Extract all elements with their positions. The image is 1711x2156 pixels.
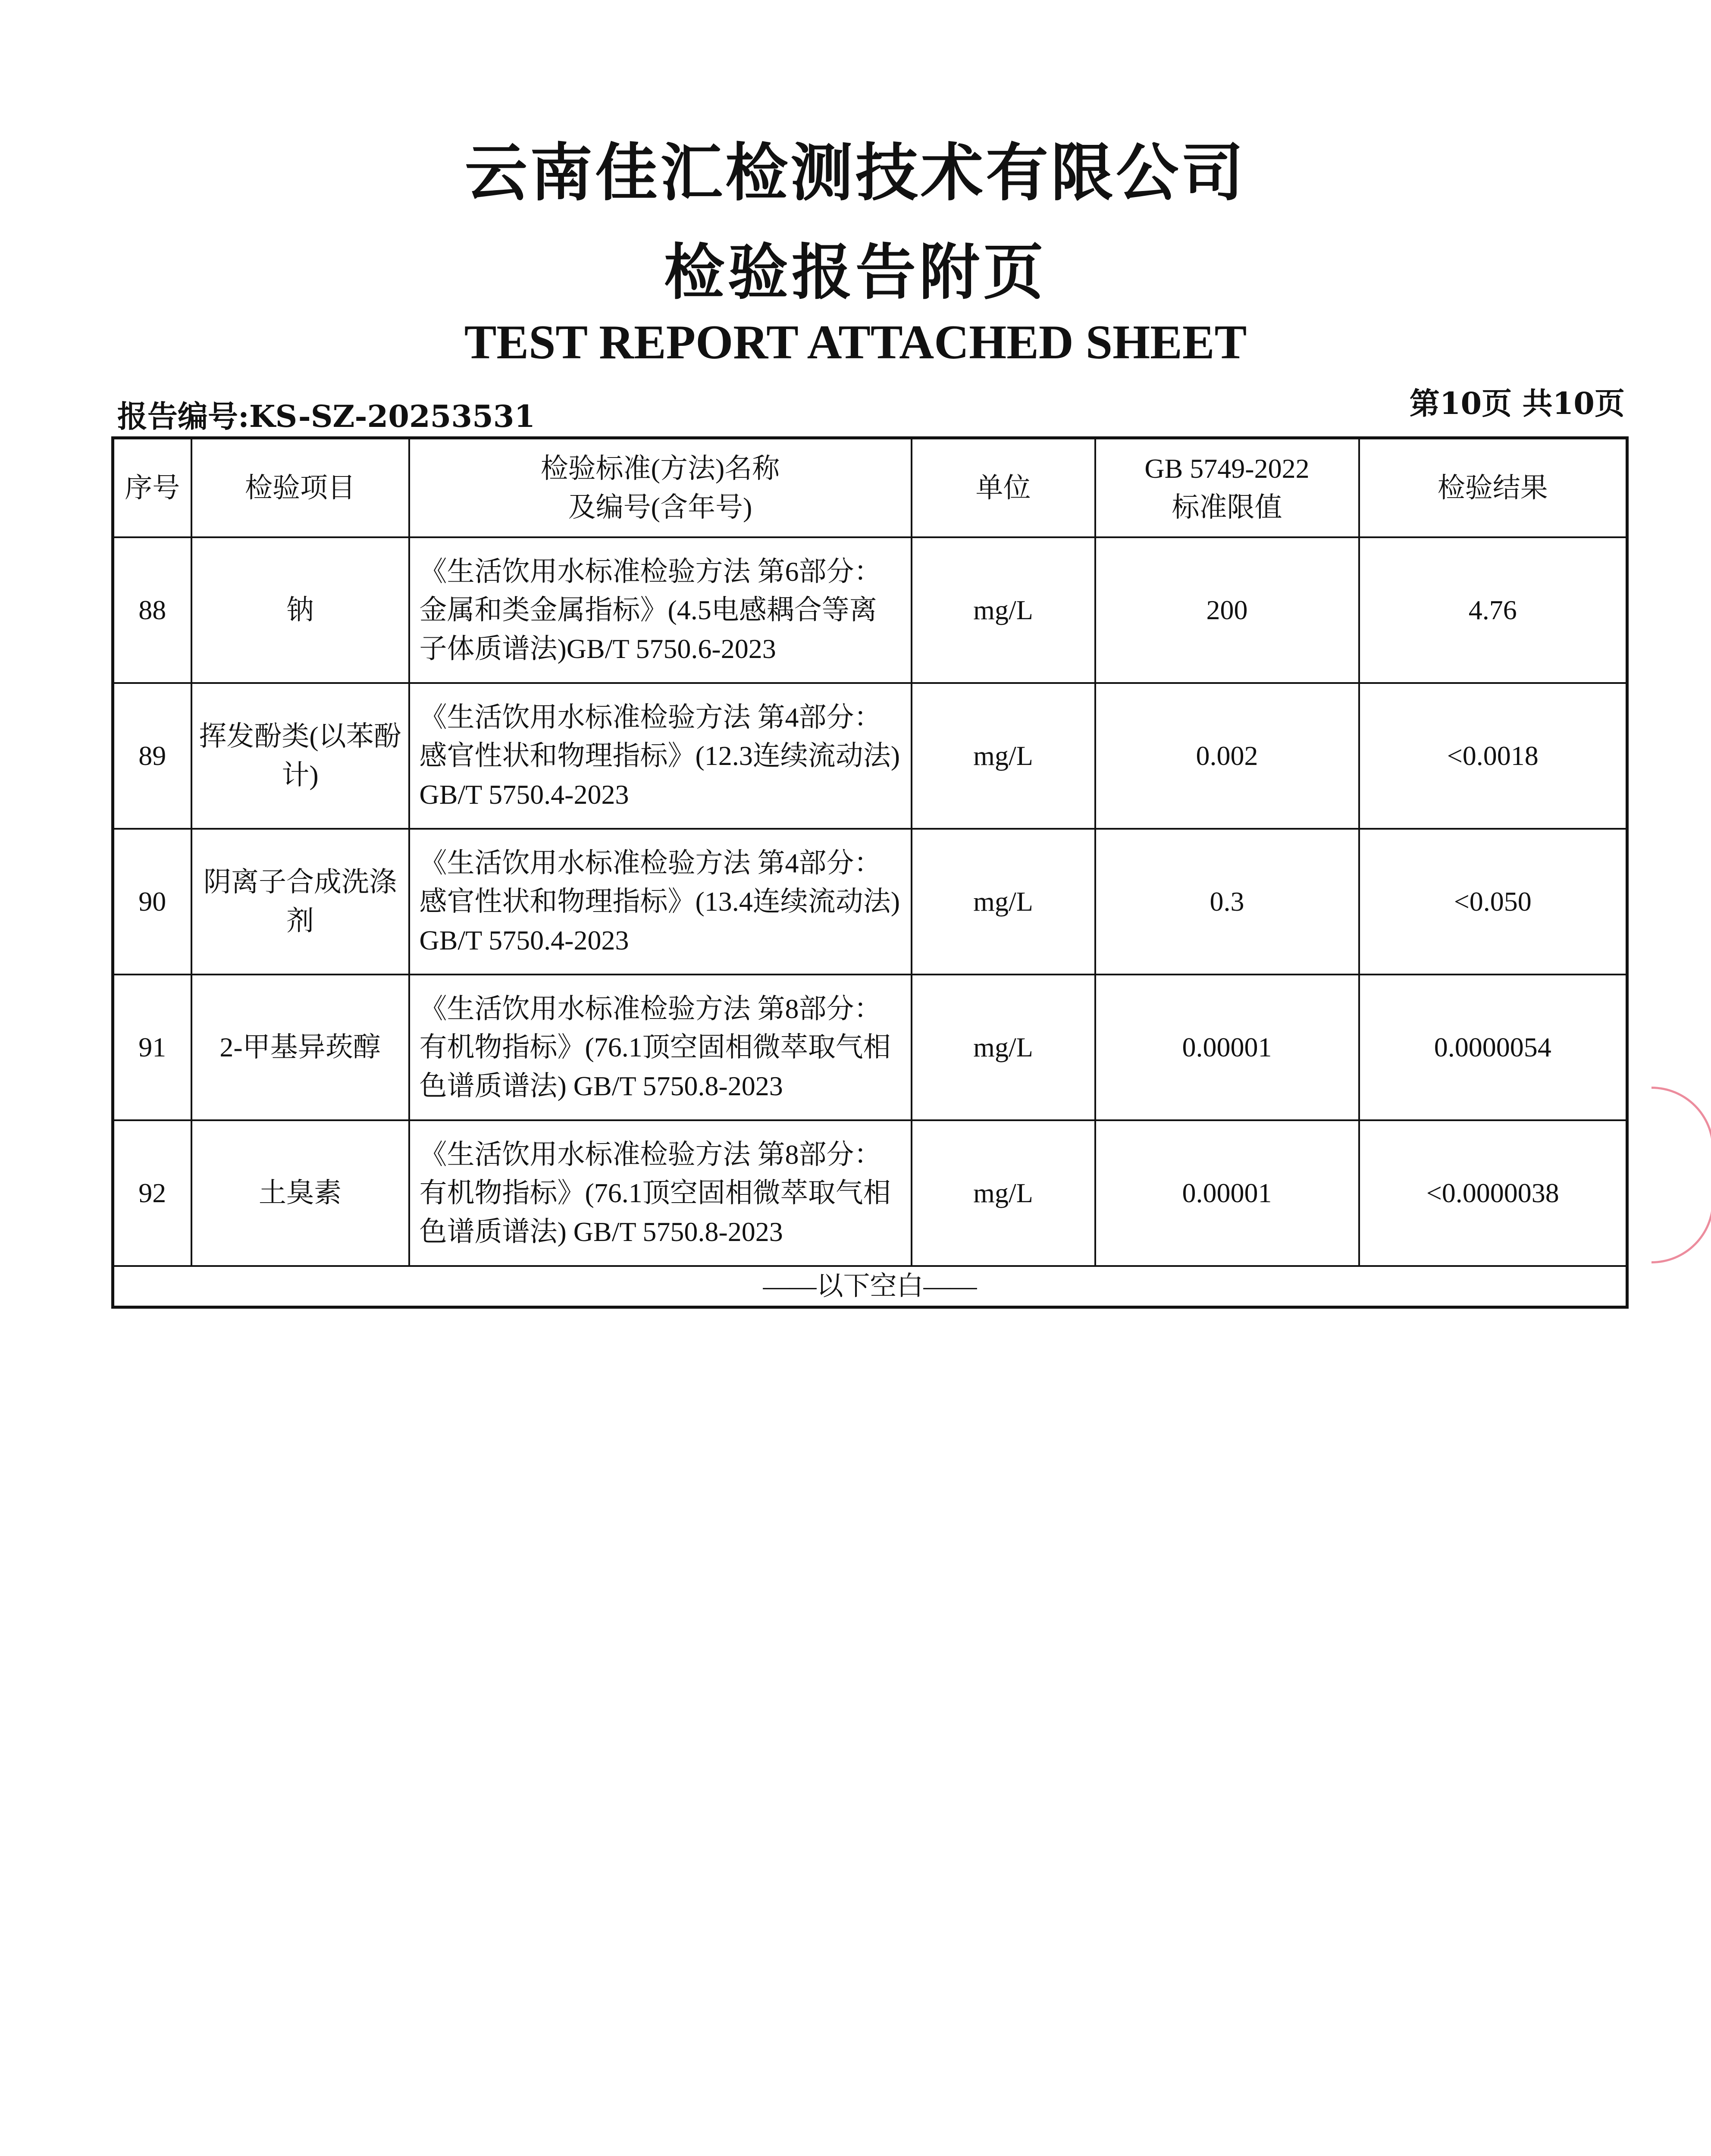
cell-item: 2-甲基异莰醇 [191, 975, 409, 1120]
cell-result: 0.0000054 [1359, 975, 1627, 1120]
cell-result: <0.0000038 [1359, 1120, 1627, 1266]
table-row [113, 975, 1627, 1120]
page-info: 第10页 共10页 [1409, 385, 1625, 421]
cell-unit: mg/L [912, 1120, 1095, 1266]
cell-limit: 0.3 [1095, 829, 1359, 975]
header-result: 检验结果 [1359, 438, 1627, 538]
end-note: ——以下空白—— [113, 1266, 1627, 1307]
cell-method: 《生活饮用水标准检验方法 第8部分：有机物指标》(76.1顶空固相微萃取气相色谱质谱法) GB/T 5750.8-2023 [409, 1120, 912, 1266]
company-name: 云南佳汇检测技术有限公司 [465, 136, 1246, 210]
header-method-line2: 及编号(含年号) [568, 492, 752, 523]
table-row [113, 1120, 1627, 1266]
cell-result: <0.050 [1359, 829, 1627, 975]
header-seq: 序号 [113, 438, 191, 538]
cell-limit: 0.002 [1095, 683, 1359, 829]
cell-seq: 91 [113, 975, 191, 1120]
cell-item: 挥发酚类(以苯酚计) [191, 683, 409, 829]
report-title-en: TEST REPORT ATTACHED SHEET [464, 316, 1247, 369]
cell-method: 《生活饮用水标准检验方法 第4部分：感官性状和物理指标》(12.3连续流动法) GB/T 5750.4-2023 [409, 683, 912, 829]
header-method [409, 438, 912, 538]
cell-result: <0.0018 [1359, 683, 1627, 829]
results-table [111, 436, 1629, 1309]
cell-unit: mg/L [912, 829, 1095, 975]
report-number: 报告编号:KS-SZ-20253531 [117, 398, 536, 434]
cell-item: 土臭素 [191, 1120, 409, 1266]
partial-seal-stamp [1651, 1087, 1711, 1263]
cell-result: 4.76 [1359, 537, 1627, 683]
report-title-cn: 检验报告附页 [664, 237, 1047, 308]
cell-method: 《生活饮用水标准检验方法 第4部分：感官性状和物理指标》(13.4连续流动法) GB/T 5750.4-2023 [409, 829, 912, 975]
header-unit: 单位 [912, 438, 1095, 538]
cell-seq: 89 [113, 683, 191, 829]
header-method-line1: 检验标准(方法)名称 [540, 453, 780, 484]
header-limit [1095, 438, 1359, 538]
cell-limit: 0.00001 [1095, 1120, 1359, 1266]
header-limit-line2: 标准限值 [1172, 492, 1282, 523]
table-header-row [113, 438, 1627, 538]
cell-item: 阴离子合成洗涤剂 [191, 829, 409, 975]
cell-unit: mg/L [912, 975, 1095, 1120]
header-limit-line1: GB 5749-2022 [1144, 453, 1310, 484]
cell-item: 钠 [191, 537, 409, 683]
header-item: 检验项目 [191, 438, 409, 538]
table-row [113, 829, 1627, 975]
cell-seq: 92 [113, 1120, 191, 1266]
cell-unit: mg/L [912, 537, 1095, 683]
cell-method: 《生活饮用水标准检验方法 第8部分：有机物指标》(76.1顶空固相微萃取气相色谱质谱法) GB/T 5750.8-2023 [409, 975, 912, 1120]
cell-unit: mg/L [912, 683, 1095, 829]
cell-seq: 88 [113, 537, 191, 683]
table-row [113, 537, 1627, 683]
cell-limit: 0.00001 [1095, 975, 1359, 1120]
cell-limit: 200 [1095, 537, 1359, 683]
cell-method: 《生活饮用水标准检验方法 第6部分：金属和类金属指标》(4.5电感耦合等离子体质谱法)GB/T 5750.6-2023 [409, 537, 912, 683]
cell-seq: 90 [113, 829, 191, 975]
table-end-row [113, 1266, 1627, 1307]
table-row [113, 683, 1627, 829]
